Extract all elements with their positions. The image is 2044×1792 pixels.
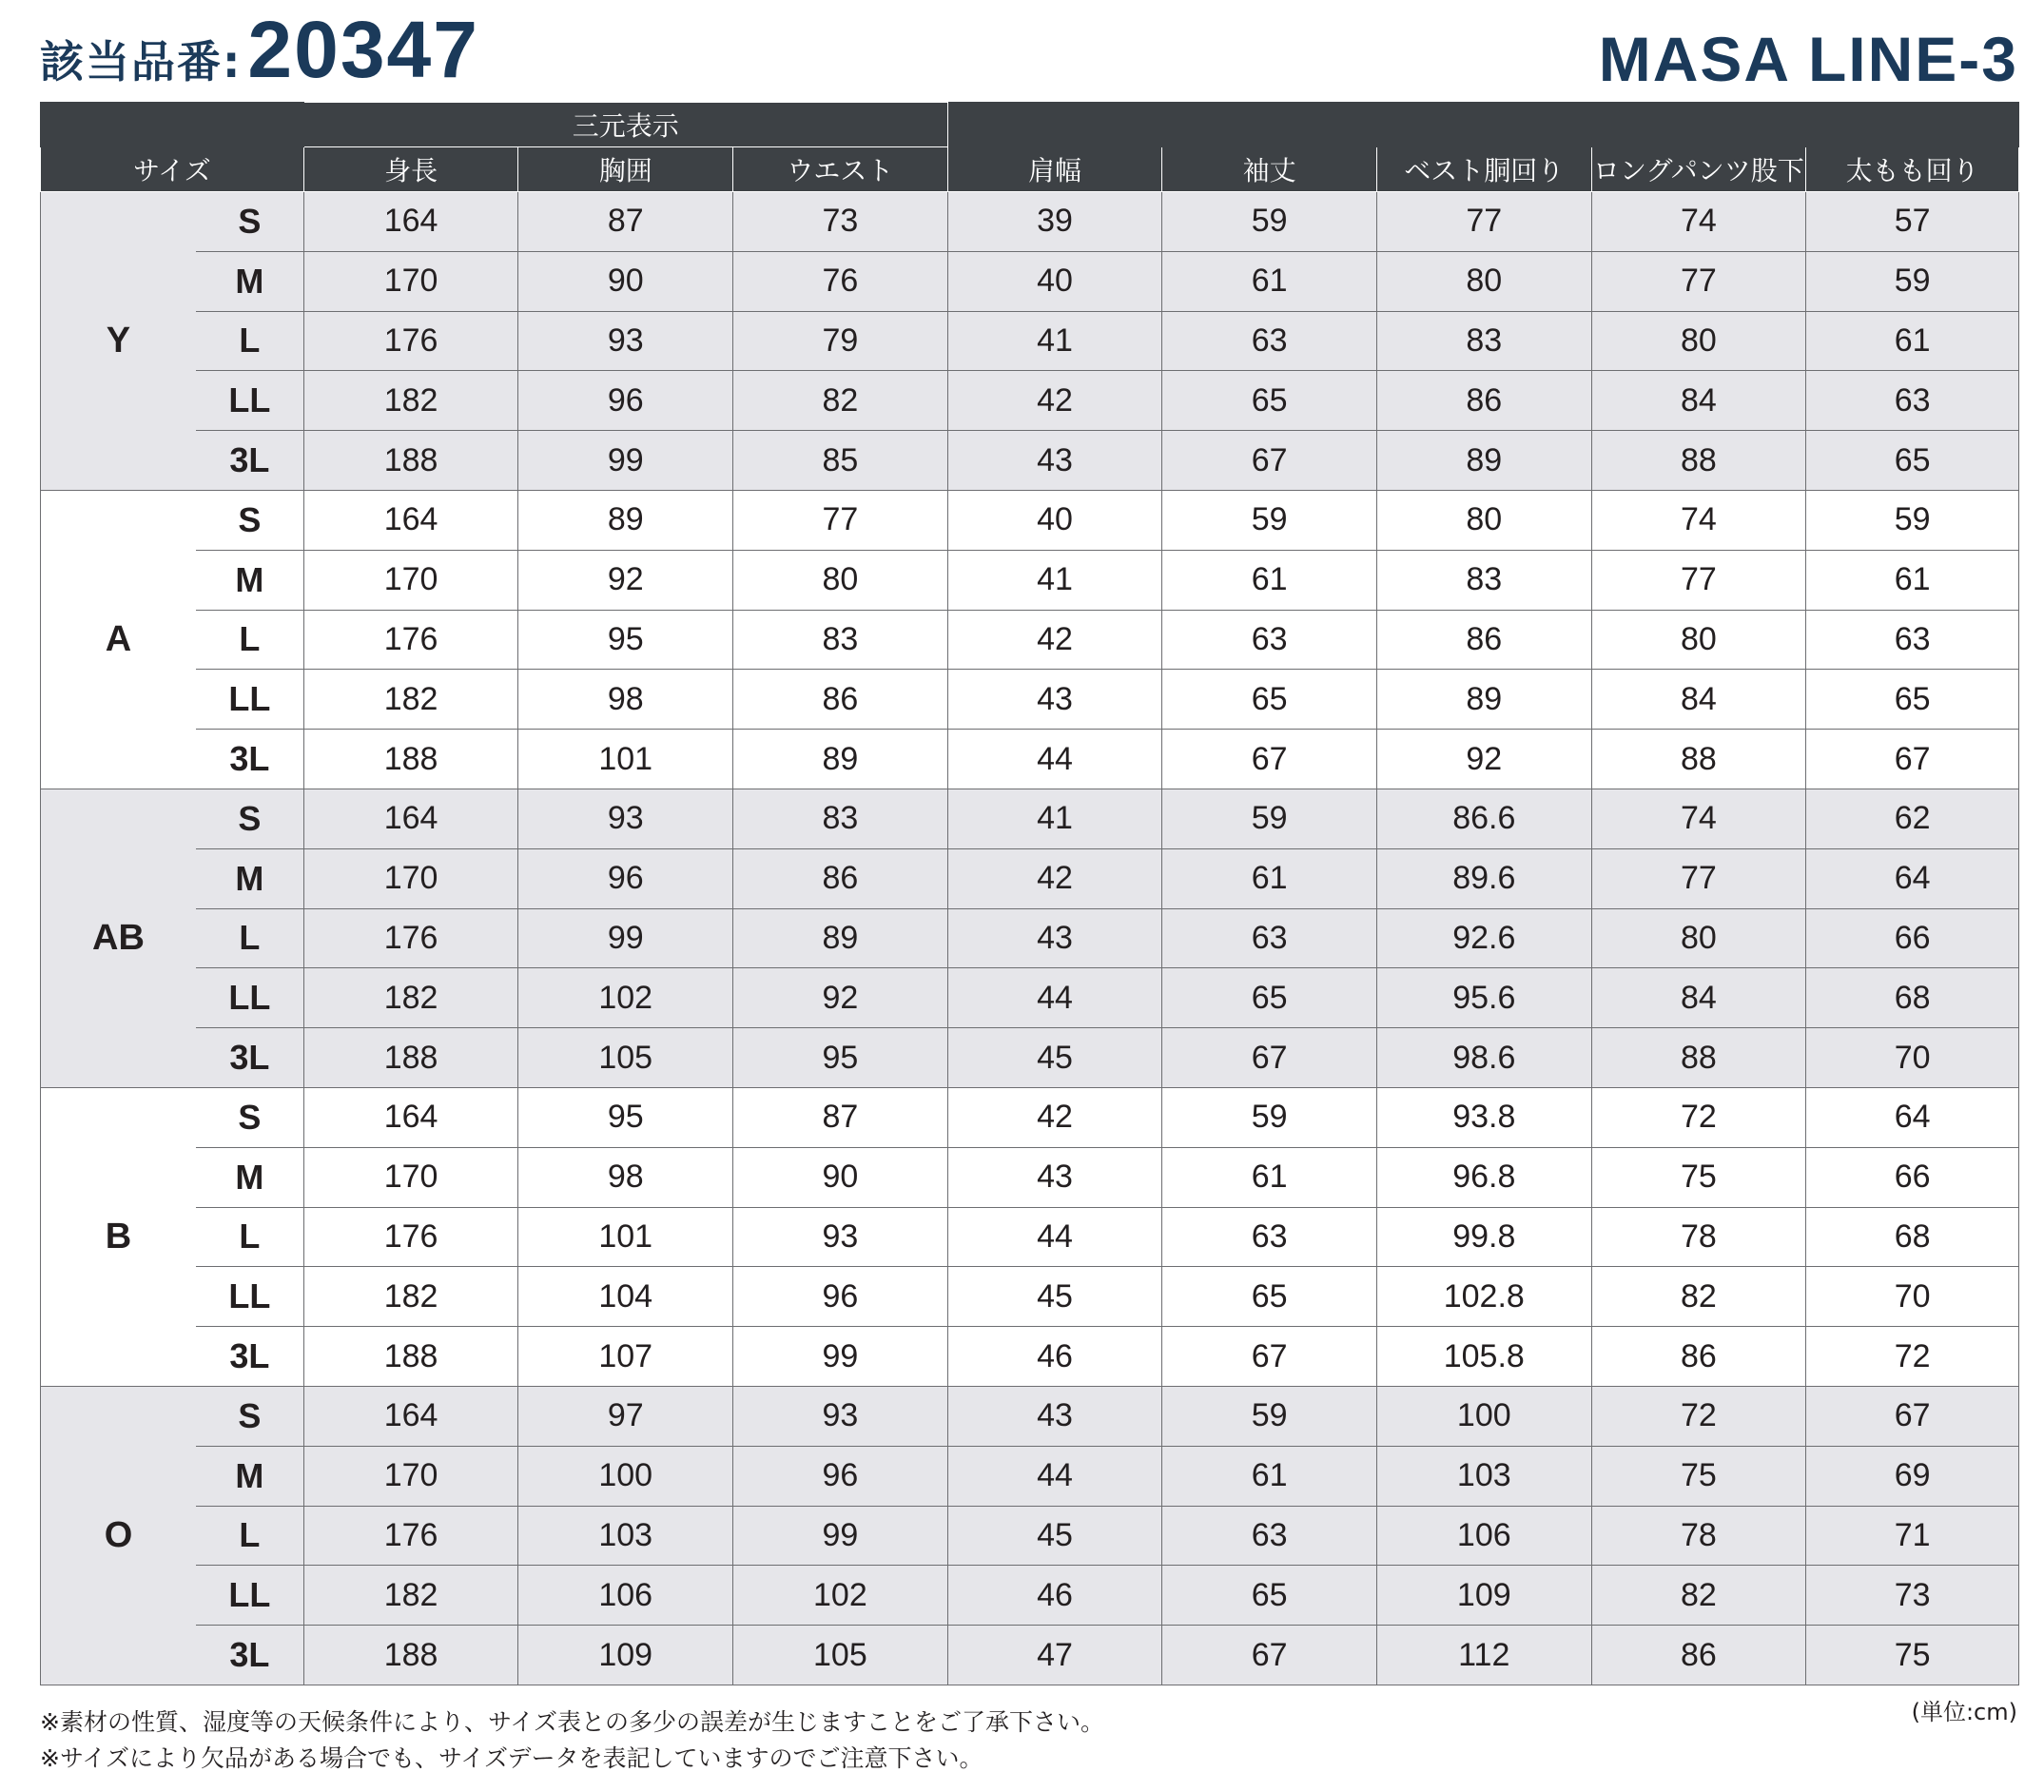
table-row xyxy=(41,968,2019,1028)
measure-cell: 90 xyxy=(518,251,733,311)
body-type-cell: O xyxy=(41,1386,196,1685)
measure-cell: 98.6 xyxy=(1376,1028,1591,1088)
measure-cell: 65 xyxy=(1162,968,1377,1028)
table-row xyxy=(41,311,2019,371)
measure-cell: 65 xyxy=(1162,371,1377,431)
size-cell: S xyxy=(196,490,303,550)
measure-cell: 45 xyxy=(947,1267,1162,1327)
measure-cell: 83 xyxy=(1376,550,1591,610)
measure-cell: 61 xyxy=(1162,1147,1377,1207)
table-row xyxy=(41,192,2019,252)
size-cell: 3L xyxy=(196,1028,303,1088)
table-row xyxy=(41,1028,2019,1088)
measure-cell: 43 xyxy=(947,1147,1162,1207)
measure-cell: 77 xyxy=(1376,192,1591,252)
measure-cell: 170 xyxy=(303,550,518,610)
size-cell: M xyxy=(196,848,303,908)
measure-cell: 75 xyxy=(1806,1626,2019,1685)
measure-cell: 80 xyxy=(1591,311,1806,371)
measure-cell: 93 xyxy=(518,789,733,848)
measure-cell: 73 xyxy=(733,192,948,252)
measure-cell: 65 xyxy=(1806,431,2019,491)
measure-cell: 80 xyxy=(1591,908,1806,968)
header-height: 身長 xyxy=(303,147,518,192)
measure-cell: 188 xyxy=(303,431,518,491)
measure-cell: 112 xyxy=(1376,1626,1591,1685)
measure-cell: 42 xyxy=(947,371,1162,431)
measure-cell: 92 xyxy=(1376,730,1591,789)
measure-cell: 63 xyxy=(1162,1207,1377,1267)
measure-cell: 100 xyxy=(1376,1386,1591,1446)
measure-cell: 65 xyxy=(1162,1566,1377,1626)
table-row xyxy=(41,610,2019,670)
measure-cell: 67 xyxy=(1806,730,2019,789)
table-row xyxy=(41,431,2019,491)
size-cell: L xyxy=(196,1506,303,1566)
measure-cell: 99 xyxy=(733,1327,948,1387)
measure-cell: 72 xyxy=(1591,1087,1806,1147)
measure-cell: 90 xyxy=(733,1147,948,1207)
measure-cell: 71 xyxy=(1806,1506,2019,1566)
measure-cell: 62 xyxy=(1806,789,2019,848)
measure-cell: 69 xyxy=(1806,1446,2019,1506)
measure-cell: 99 xyxy=(518,908,733,968)
measure-cell: 76 xyxy=(733,251,948,311)
measure-cell: 89.6 xyxy=(1376,848,1591,908)
measure-cell: 39 xyxy=(947,192,1162,252)
size-chart-table xyxy=(40,102,2019,1685)
size-cell: LL xyxy=(196,1566,303,1626)
product-number-label: 該当品番: xyxy=(40,36,243,88)
measure-cell: 86.6 xyxy=(1376,789,1591,848)
measure-cell: 164 xyxy=(303,1087,518,1147)
measure-cell: 88 xyxy=(1591,431,1806,491)
measure-cell: 164 xyxy=(303,490,518,550)
measure-cell: 63 xyxy=(1162,1506,1377,1566)
measure-cell: 86 xyxy=(1376,371,1591,431)
header-sleeve: 袖丈 xyxy=(1162,147,1377,192)
measure-cell: 72 xyxy=(1806,1327,2019,1387)
measure-cell: 63 xyxy=(1806,610,2019,670)
measure-cell: 77 xyxy=(1591,550,1806,610)
measure-cell: 87 xyxy=(733,1087,948,1147)
measure-cell: 95 xyxy=(733,1028,948,1088)
measure-cell: 99 xyxy=(733,1506,948,1566)
measure-cell: 67 xyxy=(1162,730,1377,789)
footnote-1: ※素材の性質、湿度等の天候条件により、サイズ表との多少の誤差が生じますことをご了承下さい。 xyxy=(40,1708,1104,1736)
measure-cell: 105.8 xyxy=(1376,1327,1591,1387)
measure-cell: 176 xyxy=(303,1207,518,1267)
measure-cell: 63 xyxy=(1162,908,1377,968)
measure-cell: 92 xyxy=(733,968,948,1028)
measure-cell: 96 xyxy=(733,1446,948,1506)
header-row-columns xyxy=(41,147,2019,192)
measure-cell: 164 xyxy=(303,789,518,848)
product-number: 20347 xyxy=(247,5,479,94)
measure-cell: 65 xyxy=(1162,670,1377,730)
table-row xyxy=(41,670,2019,730)
measure-cell: 80 xyxy=(1376,251,1591,311)
size-cell: S xyxy=(196,1087,303,1147)
header-chest: 胸囲 xyxy=(518,147,733,192)
measure-cell: 96 xyxy=(733,1267,948,1327)
table-row xyxy=(41,1207,2019,1267)
measure-cell: 43 xyxy=(947,908,1162,968)
measure-cell: 93 xyxy=(518,311,733,371)
size-cell: L xyxy=(196,1207,303,1267)
table-row xyxy=(41,371,2019,431)
measure-cell: 176 xyxy=(303,311,518,371)
measure-cell: 64 xyxy=(1806,848,2019,908)
measure-cell: 83 xyxy=(733,789,948,848)
measure-cell: 43 xyxy=(947,670,1162,730)
measure-cell: 43 xyxy=(947,1386,1162,1446)
measure-cell: 75 xyxy=(1591,1147,1806,1207)
measure-cell: 95 xyxy=(518,610,733,670)
measure-cell: 66 xyxy=(1806,1147,2019,1207)
measure-cell: 45 xyxy=(947,1506,1162,1566)
measure-cell: 188 xyxy=(303,730,518,789)
header-waist: ウエスト xyxy=(733,147,948,192)
header-group-three-dimension: 三元表示 xyxy=(303,103,947,147)
measure-cell: 59 xyxy=(1162,1087,1377,1147)
measure-cell: 86 xyxy=(733,670,948,730)
measure-cell: 182 xyxy=(303,670,518,730)
measure-cell: 100 xyxy=(518,1446,733,1506)
measure-cell: 106 xyxy=(518,1566,733,1626)
header-blank-left xyxy=(41,103,304,147)
table-row xyxy=(41,490,2019,550)
measure-cell: 80 xyxy=(1376,490,1591,550)
measure-cell: 74 xyxy=(1591,789,1806,848)
measure-cell: 66 xyxy=(1806,908,2019,968)
measure-cell: 170 xyxy=(303,251,518,311)
measure-cell: 41 xyxy=(947,311,1162,371)
table-row xyxy=(41,789,2019,848)
footnote-2: ※サイズにより欠品がある場合でも、サイズデータを表記していますのでご注意下さい。 xyxy=(40,1744,983,1772)
header-vest-girth: ベスト胴回り xyxy=(1376,147,1591,192)
measure-cell: 42 xyxy=(947,610,1162,670)
measure-cell: 73 xyxy=(1806,1566,2019,1626)
body-type-cell: A xyxy=(41,490,196,789)
measure-cell: 170 xyxy=(303,1147,518,1207)
size-cell: 3L xyxy=(196,1626,303,1685)
measure-cell: 89 xyxy=(518,490,733,550)
measure-cell: 59 xyxy=(1162,1386,1377,1446)
header-pants-inseam: ロングパンツ股下 xyxy=(1591,147,1806,192)
page-header xyxy=(40,5,2018,94)
measure-cell: 67 xyxy=(1162,1028,1377,1088)
size-cell: LL xyxy=(196,1267,303,1327)
measure-cell: 96 xyxy=(518,371,733,431)
measure-cell: 98 xyxy=(518,1147,733,1207)
measure-cell: 93 xyxy=(733,1386,948,1446)
measure-cell: 89 xyxy=(1376,670,1591,730)
measure-cell: 75 xyxy=(1591,1446,1806,1506)
measure-cell: 86 xyxy=(1591,1626,1806,1685)
measure-cell: 77 xyxy=(733,490,948,550)
measure-cell: 164 xyxy=(303,1386,518,1446)
measure-cell: 63 xyxy=(1162,311,1377,371)
measure-cell: 188 xyxy=(303,1626,518,1685)
measure-cell: 103 xyxy=(518,1506,733,1566)
measure-cell: 95.6 xyxy=(1376,968,1591,1028)
measure-cell: 72 xyxy=(1591,1386,1806,1446)
measure-cell: 61 xyxy=(1162,1446,1377,1506)
measure-cell: 102 xyxy=(518,968,733,1028)
measure-cell: 97 xyxy=(518,1386,733,1446)
measure-cell: 83 xyxy=(1376,311,1591,371)
measure-cell: 93 xyxy=(733,1207,948,1267)
measure-cell: 86 xyxy=(1376,610,1591,670)
header-thigh: 太もも回り xyxy=(1806,147,2019,192)
measure-cell: 61 xyxy=(1806,550,2019,610)
table-row xyxy=(41,251,2019,311)
measure-cell: 68 xyxy=(1806,968,2019,1028)
measure-cell: 104 xyxy=(518,1267,733,1327)
brand-title: MASA LINE-3 xyxy=(1598,24,2018,94)
measure-cell: 105 xyxy=(518,1028,733,1088)
measure-cell: 101 xyxy=(518,730,733,789)
measure-cell: 95 xyxy=(518,1087,733,1147)
measure-cell: 67 xyxy=(1162,1626,1377,1685)
size-cell: M xyxy=(196,1446,303,1506)
unit-label: (単位:cm) xyxy=(1911,1699,2017,1725)
table-row xyxy=(41,730,2019,789)
measure-cell: 99 xyxy=(518,431,733,491)
measure-cell: 80 xyxy=(1591,610,1806,670)
measure-cell: 59 xyxy=(1806,251,2019,311)
measure-cell: 57 xyxy=(1806,192,2019,252)
size-cell: LL xyxy=(196,371,303,431)
measure-cell: 46 xyxy=(947,1327,1162,1387)
size-cell: S xyxy=(196,789,303,848)
measure-cell: 98 xyxy=(518,670,733,730)
measure-cell: 170 xyxy=(303,848,518,908)
measure-cell: 176 xyxy=(303,610,518,670)
measure-cell: 77 xyxy=(1591,848,1806,908)
measure-cell: 84 xyxy=(1591,670,1806,730)
measure-cell: 182 xyxy=(303,371,518,431)
table-row xyxy=(41,1566,2019,1626)
size-cell: M xyxy=(196,550,303,610)
measure-cell: 59 xyxy=(1162,789,1377,848)
measure-cell: 96.8 xyxy=(1376,1147,1591,1207)
measure-cell: 188 xyxy=(303,1327,518,1387)
measure-cell: 40 xyxy=(947,490,1162,550)
table-row xyxy=(41,1327,2019,1387)
measure-cell: 41 xyxy=(947,550,1162,610)
measure-cell: 84 xyxy=(1591,371,1806,431)
measure-cell: 176 xyxy=(303,1506,518,1566)
table-row xyxy=(41,1267,2019,1327)
measure-cell: 46 xyxy=(947,1566,1162,1626)
measure-cell: 101 xyxy=(518,1207,733,1267)
size-cell: LL xyxy=(196,670,303,730)
measure-cell: 182 xyxy=(303,1566,518,1626)
measure-cell: 89 xyxy=(733,730,948,789)
measure-cell: 59 xyxy=(1162,490,1377,550)
measure-cell: 42 xyxy=(947,848,1162,908)
measure-cell: 47 xyxy=(947,1626,1162,1685)
measure-cell: 88 xyxy=(1591,730,1806,789)
measure-cell: 61 xyxy=(1162,848,1377,908)
measure-cell: 41 xyxy=(947,789,1162,848)
measure-cell: 65 xyxy=(1806,670,2019,730)
measure-cell: 67 xyxy=(1162,1327,1377,1387)
measure-cell: 82 xyxy=(1591,1267,1806,1327)
measure-cell: 44 xyxy=(947,730,1162,789)
measure-cell: 78 xyxy=(1591,1506,1806,1566)
size-cell: LL xyxy=(196,968,303,1028)
measure-cell: 92 xyxy=(518,550,733,610)
measure-cell: 74 xyxy=(1591,192,1806,252)
measure-cell: 109 xyxy=(1376,1566,1591,1626)
measure-cell: 102 xyxy=(733,1566,948,1626)
measure-cell: 188 xyxy=(303,1028,518,1088)
measure-cell: 74 xyxy=(1591,490,1806,550)
table-row xyxy=(41,1386,2019,1446)
measure-cell: 67 xyxy=(1806,1386,2019,1446)
measure-cell: 87 xyxy=(518,192,733,252)
measure-cell: 88 xyxy=(1591,1028,1806,1088)
measure-cell: 61 xyxy=(1162,550,1377,610)
measure-cell: 102.8 xyxy=(1376,1267,1591,1327)
measure-cell: 103 xyxy=(1376,1446,1591,1506)
measure-cell: 176 xyxy=(303,908,518,968)
measure-cell: 92.6 xyxy=(1376,908,1591,968)
measure-cell: 63 xyxy=(1162,610,1377,670)
table-row xyxy=(41,1147,2019,1207)
measure-cell: 82 xyxy=(733,371,948,431)
body-type-cell: Y xyxy=(41,192,196,491)
size-cell: M xyxy=(196,251,303,311)
table-row xyxy=(41,1087,2019,1147)
measure-cell: 77 xyxy=(1591,251,1806,311)
measure-cell: 45 xyxy=(947,1028,1162,1088)
size-cell: 3L xyxy=(196,1327,303,1387)
measure-cell: 82 xyxy=(1591,1566,1806,1626)
size-cell: L xyxy=(196,908,303,968)
size-cell: L xyxy=(196,311,303,371)
measure-cell: 84 xyxy=(1591,968,1806,1028)
measure-cell: 44 xyxy=(947,1446,1162,1506)
size-cell: 3L xyxy=(196,730,303,789)
measure-cell: 70 xyxy=(1806,1028,2019,1088)
measure-cell: 96 xyxy=(518,848,733,908)
measure-cell: 109 xyxy=(518,1626,733,1685)
measure-cell: 70 xyxy=(1806,1267,2019,1327)
measure-cell: 99.8 xyxy=(1376,1207,1591,1267)
size-cell: M xyxy=(196,1147,303,1207)
size-cell: S xyxy=(196,1386,303,1446)
measure-cell: 89 xyxy=(1376,431,1591,491)
measure-cell: 86 xyxy=(1591,1327,1806,1387)
table-row xyxy=(41,1626,2019,1685)
table-row xyxy=(41,1446,2019,1506)
measure-cell: 85 xyxy=(733,431,948,491)
measure-cell: 83 xyxy=(733,610,948,670)
header-row-group xyxy=(41,103,2019,147)
measure-cell: 63 xyxy=(1806,371,2019,431)
measure-cell: 64 xyxy=(1806,1087,2019,1147)
footnotes xyxy=(40,1704,1104,1777)
size-chart-body xyxy=(41,192,2019,1685)
measure-cell: 182 xyxy=(303,1267,518,1327)
table-row xyxy=(41,848,2019,908)
measure-cell: 107 xyxy=(518,1327,733,1387)
measure-cell: 79 xyxy=(733,311,948,371)
size-cell: L xyxy=(196,610,303,670)
measure-cell: 42 xyxy=(947,1087,1162,1147)
measure-cell: 61 xyxy=(1162,251,1377,311)
measure-cell: 44 xyxy=(947,1207,1162,1267)
table-row xyxy=(41,908,2019,968)
measure-cell: 65 xyxy=(1162,1267,1377,1327)
measure-cell: 61 xyxy=(1806,311,2019,371)
measure-cell: 40 xyxy=(947,251,1162,311)
measure-cell: 67 xyxy=(1162,431,1377,491)
header-size: サイズ xyxy=(41,147,304,192)
measure-cell: 105 xyxy=(733,1626,948,1685)
measure-cell: 164 xyxy=(303,192,518,252)
measure-cell: 182 xyxy=(303,968,518,1028)
measure-cell: 43 xyxy=(947,431,1162,491)
measure-cell: 59 xyxy=(1806,490,2019,550)
measure-cell: 78 xyxy=(1591,1207,1806,1267)
measure-cell: 59 xyxy=(1162,192,1377,252)
product-number-block xyxy=(40,5,479,94)
header-shoulder: 肩幅 xyxy=(947,147,1162,192)
measure-cell: 86 xyxy=(733,848,948,908)
measure-cell: 44 xyxy=(947,968,1162,1028)
body-type-cell: B xyxy=(41,1087,196,1386)
measure-cell: 93.8 xyxy=(1376,1087,1591,1147)
measure-cell: 68 xyxy=(1806,1207,2019,1267)
body-type-cell: AB xyxy=(41,789,196,1087)
measure-cell: 80 xyxy=(733,550,948,610)
size-cell: 3L xyxy=(196,431,303,491)
table-row xyxy=(41,550,2019,610)
measure-cell: 106 xyxy=(1376,1506,1591,1566)
table-row xyxy=(41,1506,2019,1566)
measure-cell: 89 xyxy=(733,908,948,968)
header-blank-right xyxy=(947,103,2018,147)
size-cell: S xyxy=(196,192,303,252)
measure-cell: 170 xyxy=(303,1446,518,1506)
